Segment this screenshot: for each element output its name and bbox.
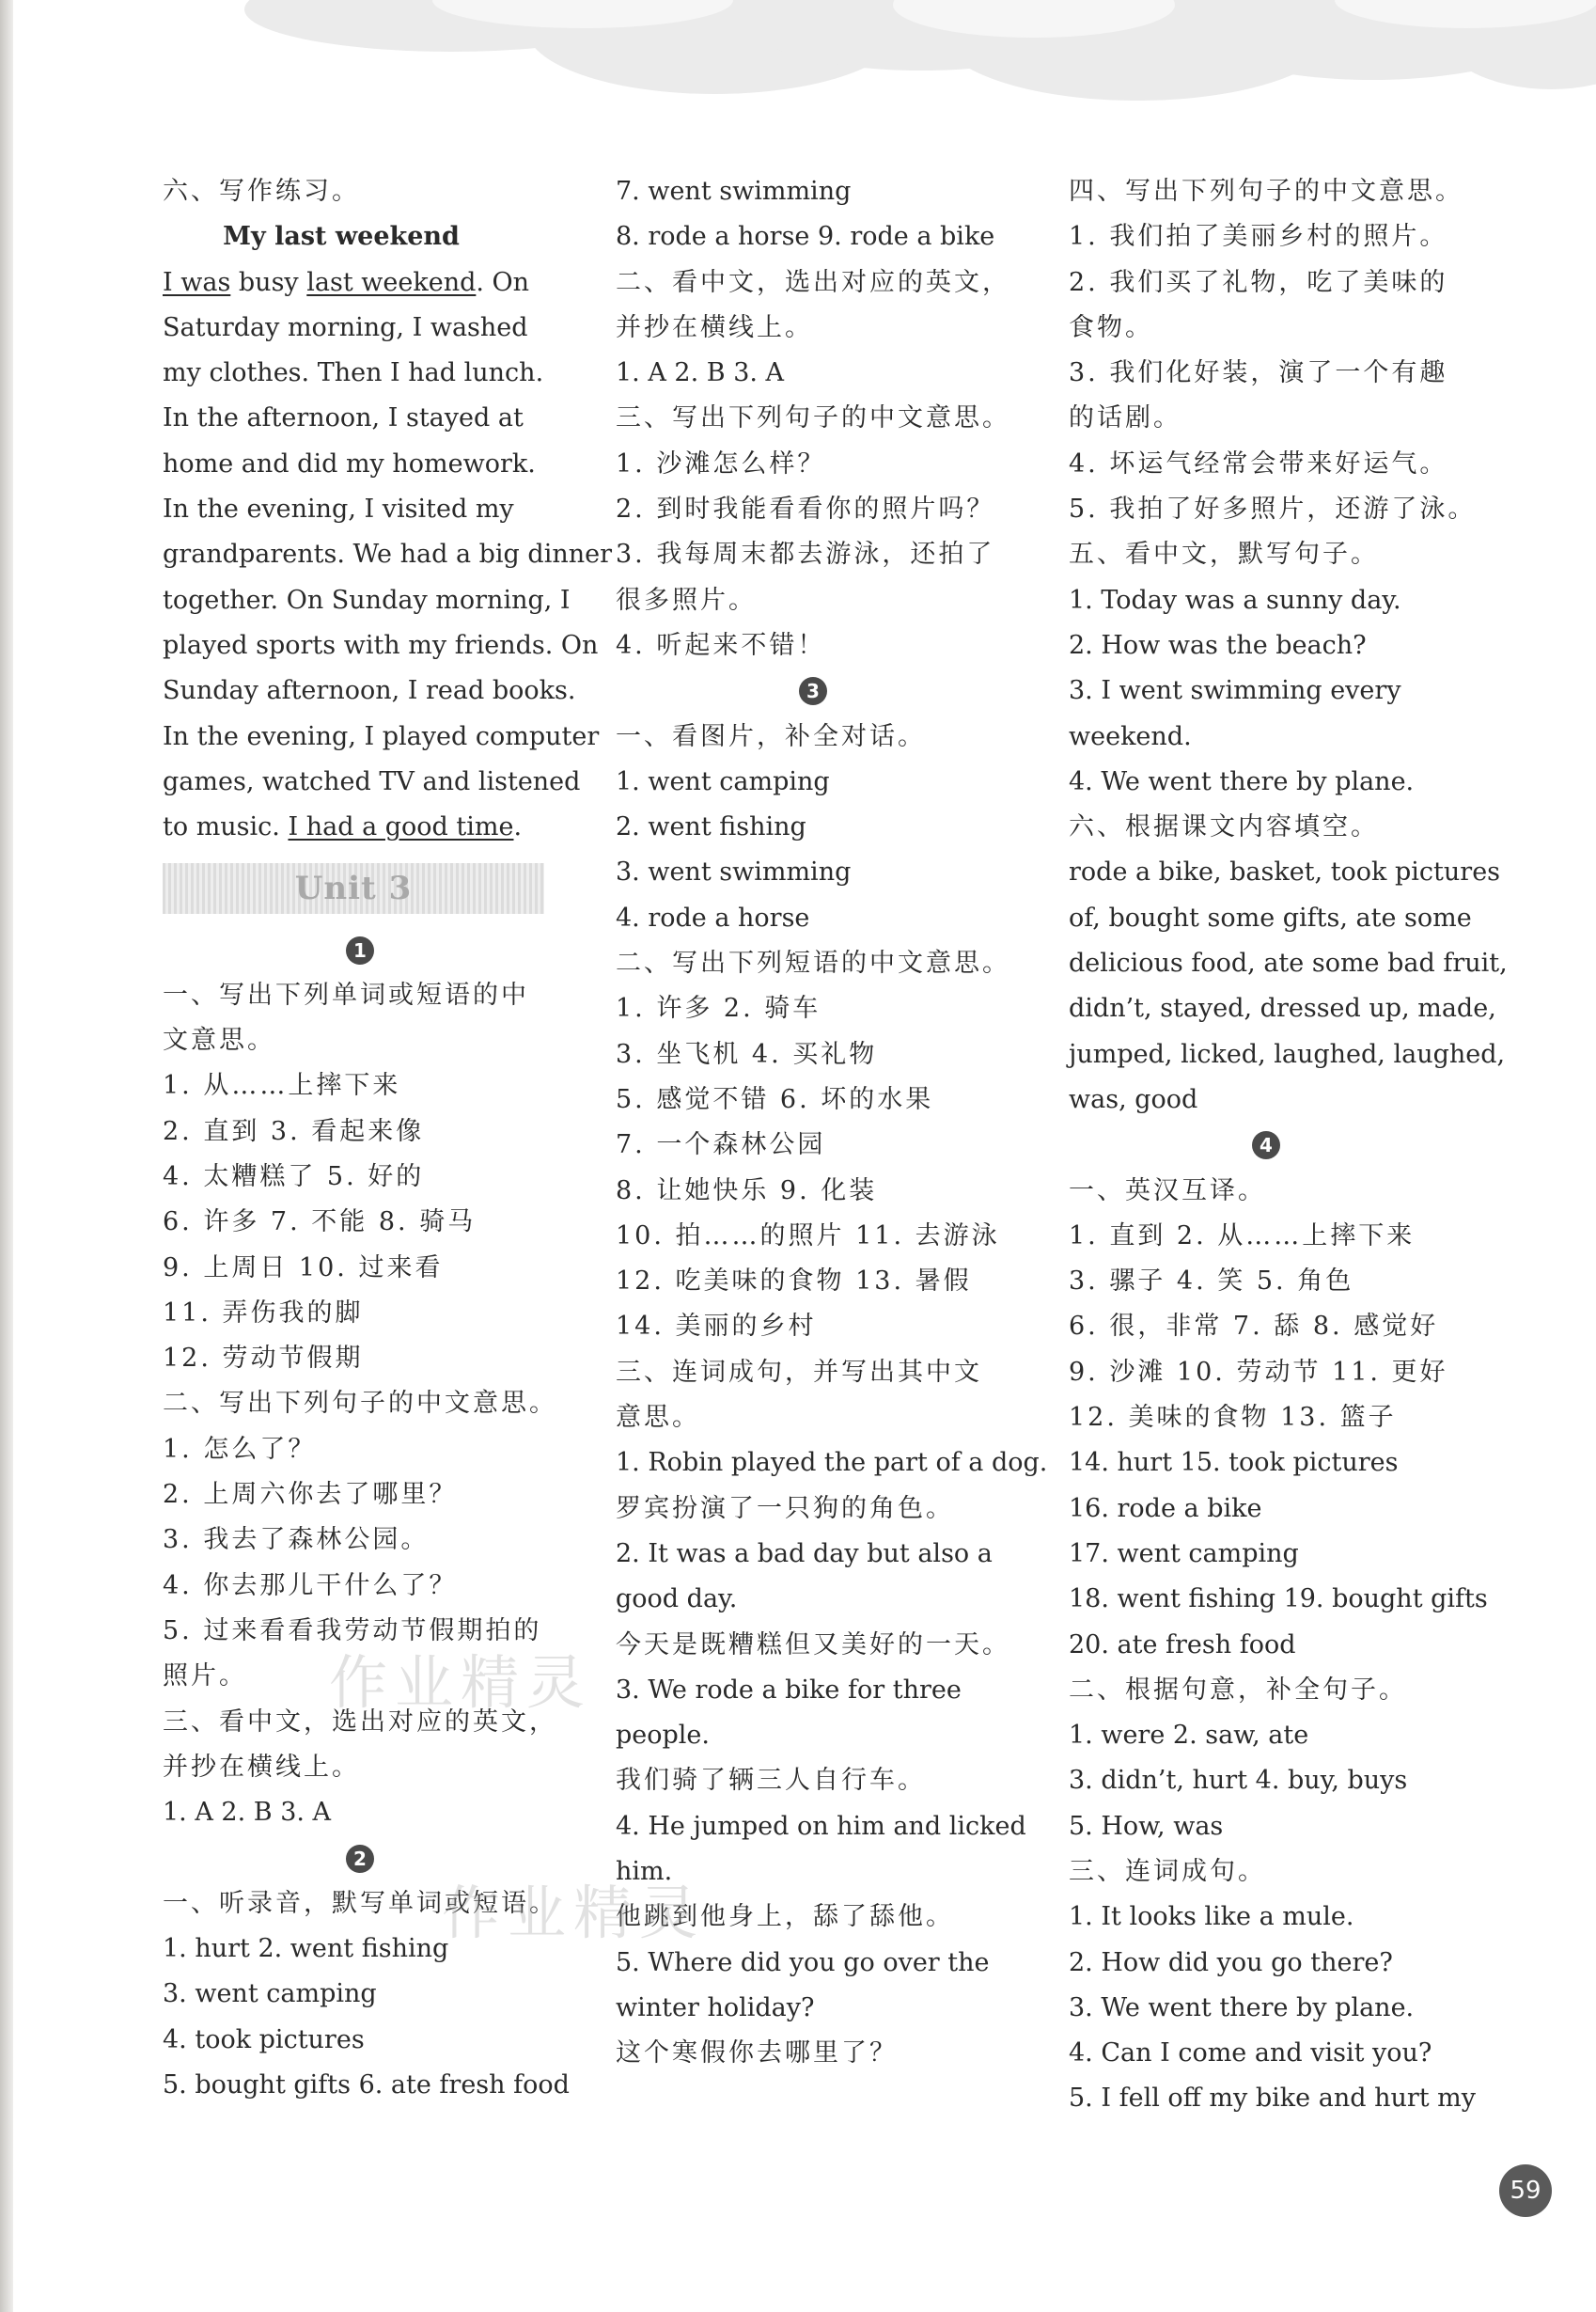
answer-line: delicious food, ate some bad fruit, [1069,949,1508,979]
answer-line: 2. 上周六你去了哪里？ [163,1480,458,1510]
answer-line: 20. ate fresh food [1069,1629,1296,1659]
answer-line: 4. took pictures [163,2024,365,2054]
essay-line: together. On Sunday morning, I [163,585,571,615]
answer-line: 6. 很，非常 7. 舔 8. 感觉好 [1069,1312,1439,1342]
watermark-text: 作业精灵 [442,1879,706,1947]
answer-line: 2. 直到 3. 看起来像 [163,1116,425,1146]
answer-line: 14. 美丽的乡村 [616,1312,817,1342]
answer-line: of, bought some gifts, ate some [1069,903,1472,933]
answer-line: 并抄在横线上。 [616,312,813,342]
answer-line: 今天是既糟糕但又美好的一天。 [616,1629,1010,1659]
answer-line: 五、看中文，默写句子。 [1069,540,1379,570]
answer-line: 3. 坐飞机 4. 买礼物 [616,1039,878,1069]
answer-line: him. [616,1856,673,1886]
answer-line: rode a bike, basket, took pictures [1069,857,1501,888]
answer-line: 4. He jumped on him and licked [616,1811,1026,1841]
answer-line: 三、连词成句，并写出其中文 [616,1357,982,1387]
answer-line: didn’t, stayed, dressed up, made, [1069,994,1496,1024]
essay-line: In the evening, I played computer [163,721,600,751]
answer-line: 二、根据句意，补全句子。 [1069,1675,1407,1705]
essay-line: played sports with my friends. On [163,630,599,660]
answer-line: 4. 太糟糕了 5. 好的 [163,1161,425,1191]
essay-line: my clothes. Then I had lunch. [163,358,544,388]
answer-line: 2. 我们买了礼物，吃了美味的 [1069,267,1448,297]
page-edge-shadow [0,0,13,2312]
answer-line: 这个寒假你去哪里了？ [616,2038,898,2068]
answer-line: 的话剧。 [1069,403,1181,433]
answer-line: 3. I went swimming every [1069,676,1401,706]
answer-line: 11. 弄伤我的脚 [163,1298,364,1328]
answer-line: 4. Can I come and visit you? [1069,2038,1432,2068]
answer-line: 3. We rode a bike for three [616,1675,962,1705]
answer-line: 3. 我每周末都去游泳，还拍了 [616,540,995,570]
answer-line: 5. 我拍了好多照片，还游了泳。 [1069,495,1477,525]
unit-banner: Unit 3 [163,863,544,914]
answer-line: 二、看中文，选出对应的英文， [616,267,1010,297]
answer-line: 意思。 [616,1403,700,1433]
answer-line: 5. Where did you go over the [616,1947,990,1977]
answer-line: 文意思。 [163,1026,275,1056]
essay-line: grandparents. We had a big dinner [163,540,612,570]
essay-line: home and did my homework. [163,448,536,479]
answer-line: 5. 过来看看我劳动节假期拍的 [163,1615,542,1645]
answer-line: 3. We went there by plane. [1069,1992,1415,2022]
answer-line: 8. rode a horse 9. rode a bike [616,222,995,252]
answer-line: 2. How was the beach? [1069,630,1367,660]
answer-line: 3. 我去了森林公园。 [163,1525,430,1555]
answer-line: 1. 沙滩怎么样？ [616,448,826,479]
answer-line: 4. 你去那儿干什么了？ [163,1570,458,1600]
answer-line: 并抄在横线上。 [163,1752,360,1782]
essay-line: In the afternoon, I stayed at [163,403,524,433]
answer-line: 三、写出下列句子的中文意思。 [616,403,1010,433]
page-number-badge: 59 [1499,2164,1552,2217]
writing-heading: 六、写作练习。 [163,177,360,206]
answer-line: 12. 劳动节假期 [163,1344,364,1374]
answer-line: 1. A 2. B 3. A [616,358,785,388]
answer-line: 一、英汉互译。 [1069,1175,1266,1205]
answer-line: 很多照片。 [616,585,757,615]
answer-line: 六、根据课文内容填空。 [1069,812,1379,842]
answer-line: 一、看图片，补全对话。 [616,721,926,751]
answer-line: 1. hurt 2. went fishing [163,1933,449,1963]
answer-line: 1. 怎么了？ [163,1434,317,1464]
answer-line: 7. went swimming [616,177,852,206]
answer-line: 我们骑了辆三人自行车。 [616,1766,926,1796]
answer-line: 9. 上周日 10. 过来看 [163,1252,444,1282]
answer-line: 四、写出下列句子的中文意思。 [1069,177,1463,206]
answer-line: 1. 许多 2. 骑车 [616,994,821,1024]
answer-line: 罗宾扮演了一只狗的角色。 [616,1493,954,1523]
section-number-badge: 2 [346,1845,374,1873]
answer-line: 6. 许多 7. 不能 8. 骑马 [163,1207,477,1237]
answer-line: 1. went camping [616,766,830,796]
answer-line: 一、听录音，默写单词或短语。 [163,1888,557,1918]
section-number-badge: 3 [799,677,827,705]
answer-line: winter holiday? [616,1992,815,2022]
answer-line: 他跳到他身上，舔了舔他。 [616,1902,954,1932]
answer-line: 8. 让她快乐 9. 化装 [616,1175,878,1205]
answer-line: 1. 从……上摔下来 [163,1071,401,1101]
answer-line: 食物。 [1069,312,1153,342]
answer-line: 一、写出下列单词或短语的中 [163,980,529,1010]
answer-line: 二、写出下列短语的中文意思。 [616,949,1010,979]
essay-title: My last weekend [223,222,460,252]
answer-line: 2. It was a bad day but also a [616,1538,993,1568]
answer-line: 1. A 2. B 3. A [163,1798,332,1828]
answer-line: 2. How did you go there? [1069,1947,1393,1977]
answer-line: 1. Robin played the part of a dog. [616,1448,1048,1478]
answer-line: 7. 一个森林公园 [616,1130,826,1160]
answer-line: 1. 我们拍了美丽乡村的照片。 [1069,222,1448,252]
watermark-text: 作业精灵 [329,1648,593,1717]
answer-line: 5. bought gifts 6. ate fresh food [163,2069,570,2100]
answer-line: 4. rode a horse [616,903,810,933]
answer-line: 2. 到时我能看看你的照片吗？ [616,495,995,525]
essay-line: to music. I had a good time. [163,812,523,842]
answer-line: jumped, licked, laughed, laughed, [1069,1039,1506,1069]
answer-line: 12. 吃美味的食物 13. 暑假 [616,1266,972,1297]
answer-line: 4. We went there by plane. [1069,766,1415,796]
answer-line: 3. didn’t, hurt 4. buy, buys [1069,1766,1408,1796]
essay-line: Sunday afternoon, I read books. [163,676,576,706]
answer-line: 3. 我们化好装，演了一个有趣 [1069,358,1448,388]
answer-line: 10. 拍……的照片 11. 去游泳 [616,1220,1000,1250]
answer-line: 12. 美味的食物 13. 篮子 [1069,1403,1397,1433]
answer-line: 9. 沙滩 10. 劳动节 11. 更好 [1069,1357,1448,1387]
answer-line: weekend. [1069,721,1192,751]
essay-line: In the evening, I visited my [163,495,514,525]
answer-line: 1. Today was a sunny day. [1069,585,1401,615]
answer-line: 3. went swimming [616,857,852,888]
answer-line: 1. were 2. saw, ate [1069,1721,1309,1751]
section-number-badge: 1 [346,936,374,965]
right-column [1069,169,1508,2122]
essay-line: I was busy last weekend. On [163,267,530,297]
answer-line: people. [616,1721,710,1751]
answer-line: 4. 听起来不错！ [616,630,826,660]
answer-line: 4. 坏运气经常会带来好运气。 [1069,448,1448,479]
answer-line: 三、看中文，选出对应的英文， [163,1706,557,1737]
answer-line: 5. I fell off my bike and hurt my [1069,2084,1477,2114]
answer-line: 16. rode a bike [1069,1493,1262,1523]
answer-line: 3. 骡子 4. 笑 5. 角色 [1069,1266,1354,1297]
section-number-badge: 4 [1252,1131,1280,1159]
answer-line: 18. went fishing 19. bought gifts [1069,1584,1488,1614]
answer-line: 5. 感觉不错 6. 坏的水果 [616,1084,934,1114]
answer-line: 14. hurt 15. took pictures [1069,1448,1399,1478]
middle-column [616,169,1048,2076]
answer-line: good day. [616,1584,738,1614]
cloud-header-decoration [0,0,1596,141]
essay-line: Saturday morning, I washed [163,312,528,342]
essay-line: games, watched TV and listened [163,766,581,796]
answer-line: 17. went camping [1069,1538,1299,1568]
answer-line: 3. went camping [163,1979,377,2009]
answer-line: 二、写出下列句子的中文意思。 [163,1389,557,1419]
answer-line: was, good [1069,1084,1198,1114]
answer-line: 2. went fishing [616,812,806,842]
answer-line: 1. 直到 2. 从……上摔下来 [1069,1220,1416,1250]
answer-line: 照片。 [163,1661,247,1691]
answer-line: 三、连词成句。 [1069,1856,1266,1886]
answer-line: 1. It looks like a mule. [1069,1902,1354,1932]
answer-line: 5. How, was [1069,1811,1224,1841]
